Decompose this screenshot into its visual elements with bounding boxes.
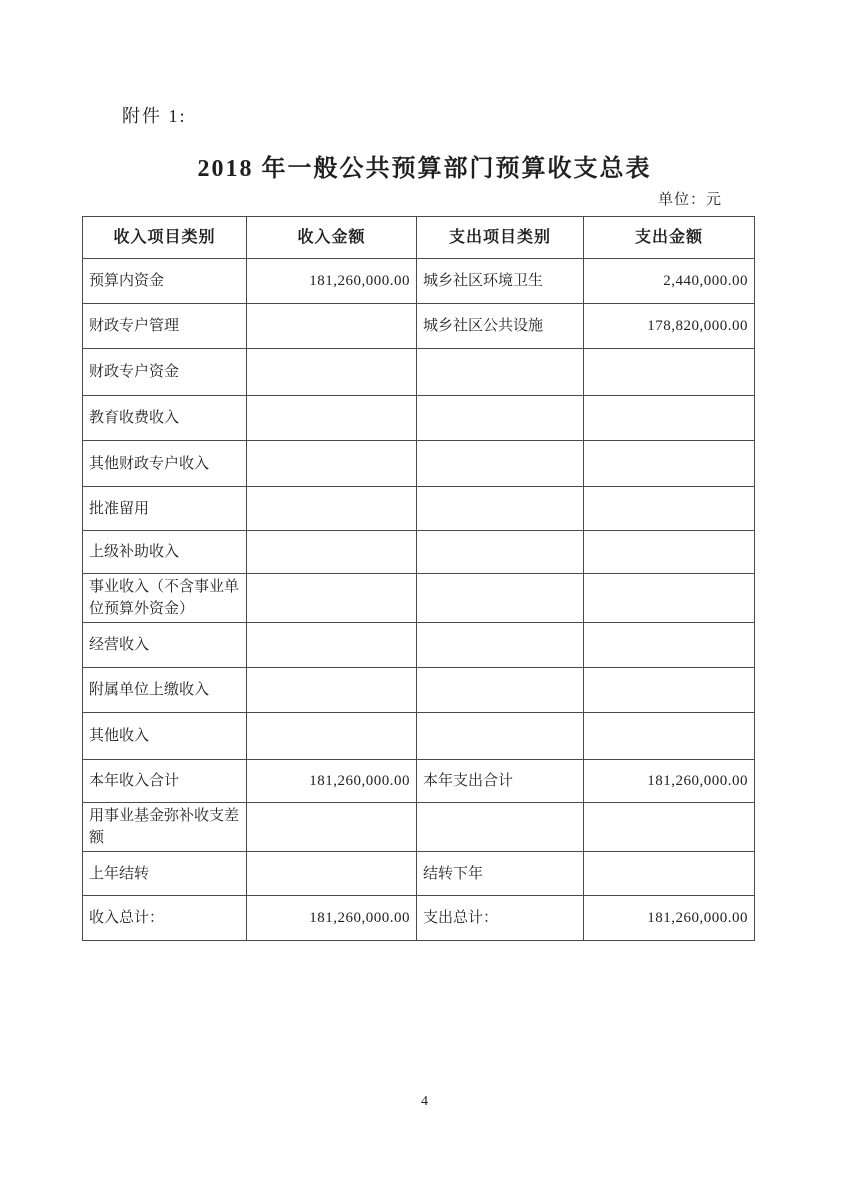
expense-item-cell	[417, 441, 584, 487]
expense-amount-cell	[584, 441, 755, 487]
table-row	[83, 349, 755, 396]
col-header-income-amount: 收入金额	[247, 217, 417, 259]
expense-amount-cell	[584, 487, 755, 531]
expense-amount-cell	[584, 396, 755, 441]
page-title: 2018 年一般公共预算部门预算收支总表	[197, 156, 652, 182]
income-item-cell: 批准留用	[83, 487, 247, 531]
table-row	[83, 487, 755, 531]
income-amount-cell	[247, 623, 417, 668]
income-amount-cell	[247, 852, 417, 896]
expense-amount-cell	[584, 574, 755, 623]
budget-summary-table	[82, 216, 755, 941]
table-row	[83, 396, 755, 441]
expense-item-cell	[417, 623, 584, 668]
col-header-expense-amount: 支出金额	[584, 217, 755, 259]
table-row-grand-totals	[83, 896, 755, 941]
expense-amount-cell	[584, 668, 755, 713]
income-item-cell: 预算内资金	[83, 259, 247, 304]
expense-item-cell	[417, 531, 584, 574]
income-amount-cell	[247, 396, 417, 441]
income-amount-cell	[247, 349, 417, 396]
expense-amount-cell	[584, 349, 755, 396]
income-amount-cell: 181,260,000.00	[247, 896, 417, 941]
income-item-cell: 其他收入	[83, 713, 247, 760]
income-amount-cell	[247, 304, 417, 349]
income-amount-cell	[247, 574, 417, 623]
attachment-label: 附件 1:	[122, 106, 187, 126]
expense-amount-cell: 2,440,000.00	[584, 259, 755, 304]
expense-amount-cell	[584, 623, 755, 668]
income-amount-cell: 181,260,000.00	[247, 760, 417, 803]
table-row	[83, 803, 755, 852]
expense-amount-cell	[584, 852, 755, 896]
table-row	[83, 531, 755, 574]
unit-note: 单位：元	[657, 192, 722, 208]
income-amount-cell	[247, 803, 417, 852]
income-item-cell: 事业收入（不含事业单位预算外资金）	[83, 574, 247, 623]
income-amount-cell	[247, 441, 417, 487]
table-header-row	[83, 217, 755, 259]
expense-item-cell: 结转下年	[417, 852, 584, 896]
income-amount-cell	[247, 713, 417, 760]
table-row	[83, 304, 755, 349]
expense-amount-cell: 181,260,000.00	[584, 760, 755, 803]
income-amount-cell	[247, 487, 417, 531]
expense-amount-cell	[584, 713, 755, 760]
expense-item-cell	[417, 713, 584, 760]
income-item-cell: 财政专户管理	[83, 304, 247, 349]
income-item-cell: 其他财政专户收入	[83, 441, 247, 487]
table-row	[83, 441, 755, 487]
income-amount-cell	[247, 668, 417, 713]
expense-item-cell: 城乡社区环境卫生	[417, 259, 584, 304]
expense-amount-cell: 181,260,000.00	[584, 896, 755, 941]
income-item-cell: 上年结转	[83, 852, 247, 896]
expense-amount-cell	[584, 531, 755, 574]
income-item-cell: 本年收入合计	[83, 760, 247, 803]
expense-item-cell	[417, 349, 584, 396]
expense-amount-cell: 178,820,000.00	[584, 304, 755, 349]
income-amount-cell	[247, 531, 417, 574]
income-item-cell: 财政专户资金	[83, 349, 247, 396]
page-number: 4	[421, 1094, 428, 1109]
table-row	[83, 713, 755, 760]
income-item-cell: 上级补助收入	[83, 531, 247, 574]
expense-item-cell	[417, 803, 584, 852]
income-item-cell: 用事业基金弥补收支差额	[83, 803, 247, 852]
expense-item-cell: 本年支出合计	[417, 760, 584, 803]
table-row	[83, 852, 755, 896]
expense-item-cell: 城乡社区公共设施	[417, 304, 584, 349]
table-row-current-year-totals	[83, 760, 755, 803]
table-row	[83, 259, 755, 304]
table-row	[83, 623, 755, 668]
expense-item-cell: 支出总计：	[417, 896, 584, 941]
table-row	[83, 668, 755, 713]
table-row	[83, 574, 755, 623]
col-header-income-item: 收入项目类别	[83, 217, 247, 259]
income-item-cell: 收入总计：	[83, 896, 247, 941]
expense-item-cell	[417, 574, 584, 623]
income-item-cell: 附属单位上缴收入	[83, 668, 247, 713]
expense-amount-cell	[584, 803, 755, 852]
expense-item-cell	[417, 396, 584, 441]
expense-item-cell	[417, 487, 584, 531]
income-item-cell: 教育收费收入	[83, 396, 247, 441]
income-amount-cell: 181,260,000.00	[247, 259, 417, 304]
col-header-expense-item: 支出项目类别	[417, 217, 584, 259]
expense-item-cell	[417, 668, 584, 713]
income-item-cell: 经营收入	[83, 623, 247, 668]
